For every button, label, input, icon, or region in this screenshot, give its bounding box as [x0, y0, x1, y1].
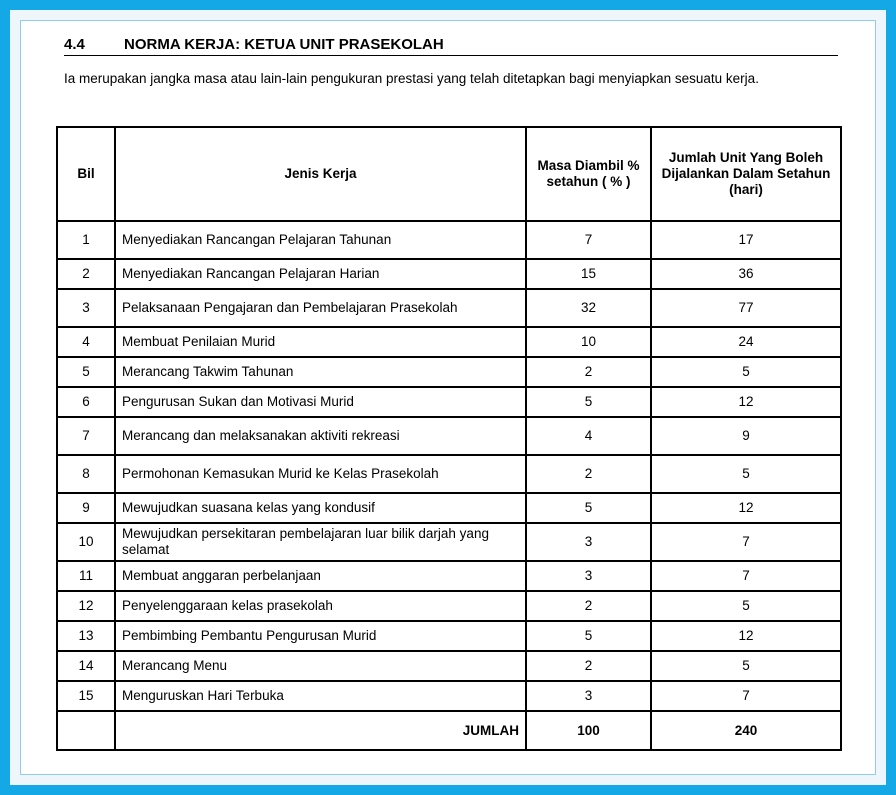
row-unit: 36 [651, 259, 841, 289]
table-row [57, 357, 841, 387]
row-jenis-kerja: Menyediakan Rancangan Pelajaran Harian [115, 259, 526, 289]
row-unit: 77 [651, 289, 841, 327]
row-bil: 5 [57, 357, 115, 387]
row-masa: 3 [526, 523, 651, 561]
row-jenis-kerja: Permohonan Kemasukan Murid ke Kelas Prasekolah [115, 455, 526, 493]
table-row [57, 591, 841, 621]
table-row [57, 561, 841, 591]
row-bil: 7 [57, 417, 115, 455]
row-jenis-kerja: Menyediakan Rancangan Pelajaran Tahunan [115, 221, 526, 259]
row-unit: 17 [651, 221, 841, 259]
row-unit: 7 [651, 681, 841, 711]
section-number: 4.4 [64, 36, 85, 53]
row-jenis-kerja: Merancang Takwim Tahunan [115, 357, 526, 387]
row-bil: 10 [57, 523, 115, 561]
row-bil: 11 [57, 561, 115, 591]
total-unit: 240 [651, 711, 841, 750]
row-bil: 1 [57, 221, 115, 259]
table-header-row [57, 127, 841, 221]
row-unit: 7 [651, 561, 841, 591]
table-row [57, 681, 841, 711]
row-unit: 7 [651, 523, 841, 561]
table-body [57, 221, 841, 711]
total-label: JUMLAH [115, 711, 526, 750]
total-empty-cell [57, 711, 115, 750]
table-row [57, 327, 841, 357]
table-row [57, 259, 841, 289]
row-masa: 15 [526, 259, 651, 289]
row-masa: 7 [526, 221, 651, 259]
row-jenis-kerja: Merancang Menu [115, 651, 526, 681]
row-masa: 2 [526, 357, 651, 387]
row-bil: 13 [57, 621, 115, 651]
table-row [57, 621, 841, 651]
row-bil: 14 [57, 651, 115, 681]
row-masa: 4 [526, 417, 651, 455]
table-row [57, 387, 841, 417]
row-bil: 2 [57, 259, 115, 289]
total-row [57, 711, 841, 750]
header-jenis-kerja: Jenis Kerja [115, 127, 526, 221]
row-unit: 12 [651, 621, 841, 651]
row-masa: 5 [526, 621, 651, 651]
row-masa: 5 [526, 493, 651, 523]
row-unit: 5 [651, 455, 841, 493]
section-heading [64, 36, 838, 56]
row-masa: 3 [526, 681, 651, 711]
row-jenis-kerja: Merancang dan melaksanakan aktiviti rekreasi [115, 417, 526, 455]
row-jenis-kerja: Mewujudkan suasana kelas yang kondusif [115, 493, 526, 523]
row-bil: 4 [57, 327, 115, 357]
row-unit: 5 [651, 357, 841, 387]
norma-kerja-table [56, 126, 842, 751]
header-bil: Bil [57, 127, 115, 221]
row-unit: 12 [651, 493, 841, 523]
row-unit: 24 [651, 327, 841, 357]
row-masa: 2 [526, 455, 651, 493]
row-bil: 6 [57, 387, 115, 417]
row-masa: 3 [526, 561, 651, 591]
table-row [57, 417, 841, 455]
row-masa: 32 [526, 289, 651, 327]
section-title: NORMA KERJA: KETUA UNIT PRASEKOLAH [124, 36, 444, 53]
table-row [57, 651, 841, 681]
row-bil: 15 [57, 681, 115, 711]
row-jenis-kerja: Membuat anggaran perbelanjaan [115, 561, 526, 591]
section-intro: Ia merupakan jangka masa atau lain-lain pengukuran prestasi yang telah ditetapkan bagi menyiapkan sesuatu kerja. [64, 71, 759, 86]
row-unit: 12 [651, 387, 841, 417]
row-bil: 12 [57, 591, 115, 621]
row-jenis-kerja: Mewujudkan persekitaran pembelajaran luar bilik darjah yang selamat [115, 523, 526, 561]
row-unit: 5 [651, 591, 841, 621]
row-masa: 2 [526, 651, 651, 681]
row-masa: 2 [526, 591, 651, 621]
row-masa: 5 [526, 387, 651, 417]
total-masa: 100 [526, 711, 651, 750]
row-masa: 10 [526, 327, 651, 357]
table-row [57, 289, 841, 327]
table-row [57, 523, 841, 561]
row-bil: 8 [57, 455, 115, 493]
table-row [57, 455, 841, 493]
header-masa-diambil: Masa Diambil % setahun ( % ) [526, 127, 651, 221]
header-jumlah-unit: Jumlah Unit Yang Boleh Dijalankan Dalam Setahun (hari) [651, 127, 841, 221]
row-jenis-kerja: Membuat Penilaian Murid [115, 327, 526, 357]
row-unit: 5 [651, 651, 841, 681]
row-jenis-kerja: Pembimbing Pembantu Pengurusan Murid [115, 621, 526, 651]
table-row [57, 493, 841, 523]
table-row [57, 221, 841, 259]
row-jenis-kerja: Pengurusan Sukan dan Motivasi Murid [115, 387, 526, 417]
row-unit: 9 [651, 417, 841, 455]
row-jenis-kerja: Menguruskan Hari Terbuka [115, 681, 526, 711]
row-jenis-kerja: Penyelenggaraan kelas prasekolah [115, 591, 526, 621]
row-bil: 9 [57, 493, 115, 523]
row-bil: 3 [57, 289, 115, 327]
row-jenis-kerja: Pelaksanaan Pengajaran dan Pembelajaran Prasekolah [115, 289, 526, 327]
